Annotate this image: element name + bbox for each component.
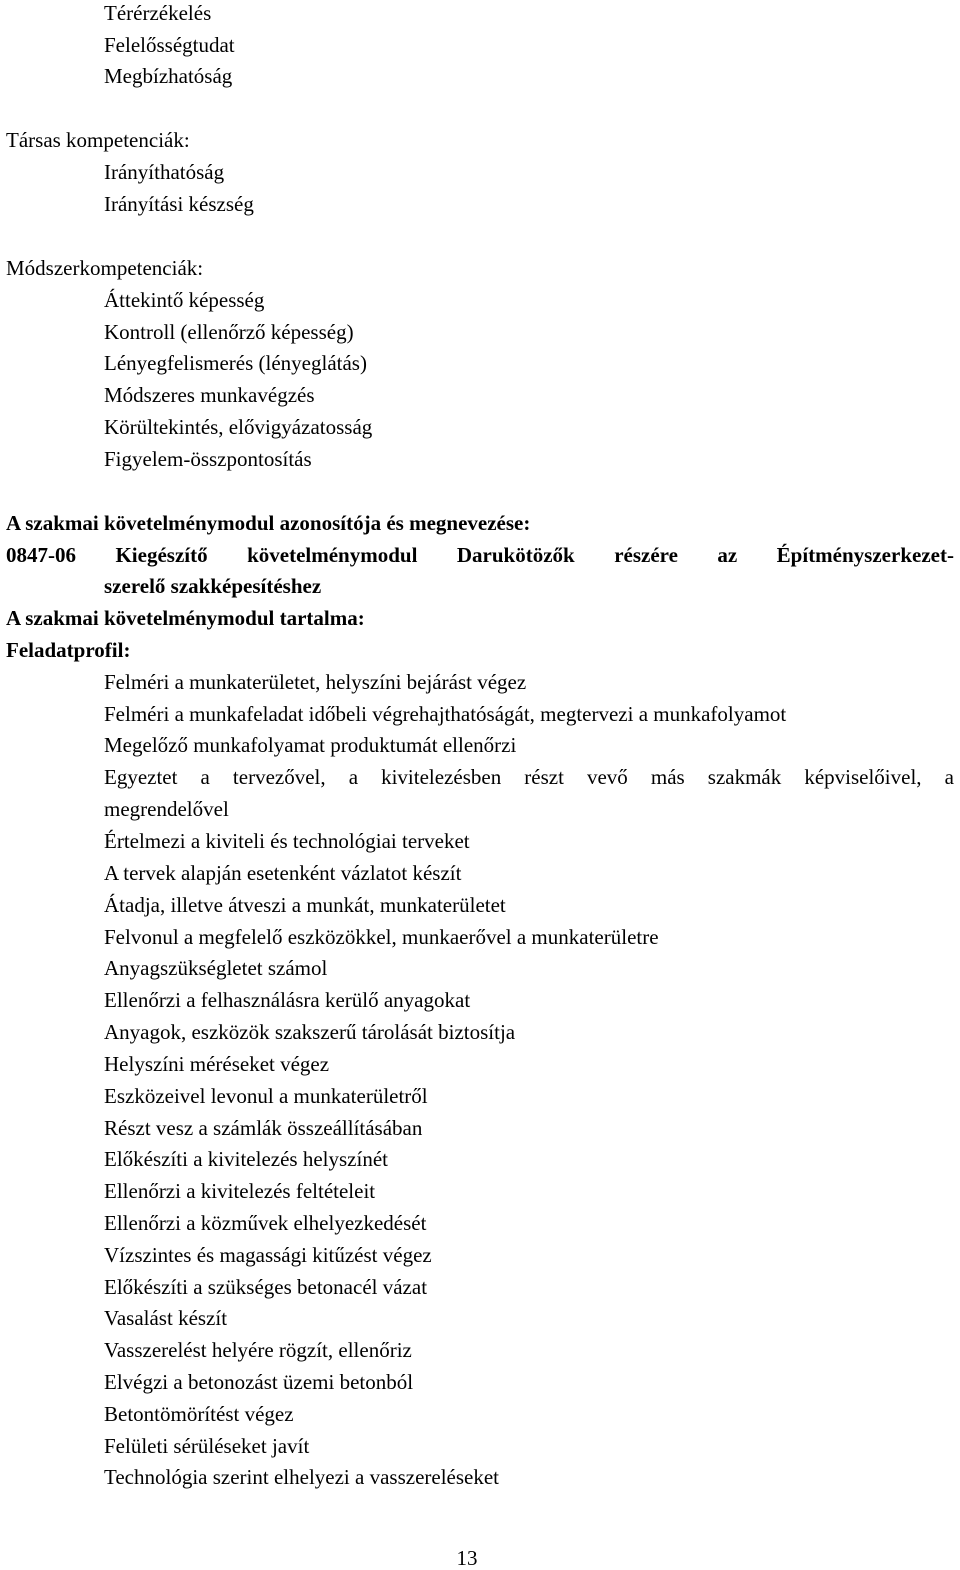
- task-profile-heading: Feladatprofil:: [6, 638, 131, 662]
- task-word: képviselőivel,: [804, 765, 922, 789]
- task-word: a: [200, 765, 210, 789]
- task-item: Elvégzi a betonozást üzemi betonból: [104, 1370, 414, 1394]
- task-item: Vízszintes és magassági kitűzést végez: [104, 1243, 432, 1267]
- task-item: Technológia szerint elhelyezi a vasszereléseket: [104, 1465, 500, 1489]
- section-heading-method: Módszerkompetenciák:: [6, 256, 204, 280]
- task-word: kivitelezésben: [381, 765, 502, 789]
- module-title-word: 0847-06: [6, 543, 76, 567]
- task-item: Átadja, illetve átveszi a munkát, munkaterületet: [104, 893, 506, 917]
- task-item: Felméri a munkafeladat időbeli végrehajthatóságát, megtervezi a munkafolyamot: [104, 702, 787, 726]
- list-item: Lényegfelismerés (lényeglátás): [104, 351, 367, 375]
- module-title-continuation: szerelő szakképesítéshez: [104, 574, 322, 598]
- module-id-heading: A szakmai követelménymodul azonosítója és megnevezése:: [6, 511, 531, 535]
- module-title-word: Kiegészítő: [115, 543, 208, 567]
- task-word: a: [944, 765, 954, 789]
- task-item: Felméri a munkaterületet, helyszíni bejárást végez: [104, 670, 527, 694]
- task-item: Eszközeivel levonul a munkaterületről: [104, 1084, 428, 1108]
- list-item: Figyelem-összpontosítás: [104, 447, 312, 471]
- task-item: Ellenőrzi a kivitelezés feltételeit: [104, 1179, 376, 1203]
- task-word: szakmák: [707, 765, 782, 789]
- task-word: vevő: [586, 765, 628, 789]
- task-word: tervezővel,: [232, 765, 326, 789]
- task-item: Vasalást készít: [104, 1306, 228, 1330]
- module-content-heading: A szakmai követelménymodul tartalma:: [6, 606, 365, 630]
- list-item: Irányítási készség: [104, 192, 254, 216]
- page-number: 13: [456, 1546, 478, 1570]
- section-heading-social: Társas kompetenciák:: [6, 128, 190, 152]
- task-item: Felvonul a megfelelő eszközökkel, munkaerővel a munkaterületre: [104, 925, 659, 949]
- task-item: Előkészíti a szükséges betonacél vázat: [104, 1275, 428, 1299]
- module-title-line: [6, 543, 954, 567]
- task-item: Felületi sérüléseket javít: [104, 1434, 310, 1458]
- task-item: Részt vesz a számlák összeállításában: [104, 1116, 423, 1140]
- task-word: a: [348, 765, 359, 789]
- task-item: Helyszíni méréseket végez: [104, 1052, 330, 1076]
- list-item: Kontroll (ellenőrző képesség): [104, 320, 354, 344]
- task-item: Értelmezi a kiviteli és technológiai terveket: [104, 829, 470, 853]
- module-title-word: Építményszerkezet-: [776, 543, 954, 567]
- module-title-word: az: [717, 543, 738, 567]
- task-item-continuation: megrendelővel: [104, 797, 229, 821]
- list-item: Megbízhatóság: [104, 64, 233, 88]
- task-item: Anyagszükségletet számol: [104, 956, 328, 980]
- list-item: Térérzékelés: [104, 1, 212, 25]
- list-item: Módszeres munkavégzés: [104, 383, 315, 407]
- module-title-word: követelménymodul: [247, 543, 418, 567]
- list-item: Körültekintés, elővigyázatosság: [104, 415, 373, 439]
- task-item: Vasszerelést helyére rögzít, ellenőriz: [104, 1338, 412, 1362]
- task-word: Egyeztet: [104, 765, 178, 789]
- task-item: Betontömörítést végez: [104, 1402, 294, 1426]
- task-item: Megelőző munkafolyamat produktumát ellenőrzi: [104, 733, 517, 757]
- list-item: Felelősségtudat: [104, 33, 235, 57]
- task-word: részt: [524, 765, 564, 789]
- task-item: Ellenőrzi a közművek elhelyezkedését: [104, 1211, 427, 1235]
- module-title-word: részére: [614, 543, 678, 567]
- task-item: A tervek alapján esetenként vázlatot készít: [104, 861, 462, 885]
- module-title-word: Darukötözők: [456, 543, 575, 567]
- list-item: Irányíthatóság: [104, 160, 225, 184]
- task-item: Ellenőrzi a felhasználásra kerülő anyagokat: [104, 988, 471, 1012]
- task-item: Előkészíti a kivitelezés helyszínét: [104, 1147, 388, 1171]
- list-item: Áttekintő képesség: [104, 288, 265, 312]
- task-word: más: [650, 765, 685, 789]
- task-item: Anyagok, eszközök szakszerű tárolását biztosítja: [104, 1020, 516, 1044]
- task-item-justified: [104, 765, 954, 789]
